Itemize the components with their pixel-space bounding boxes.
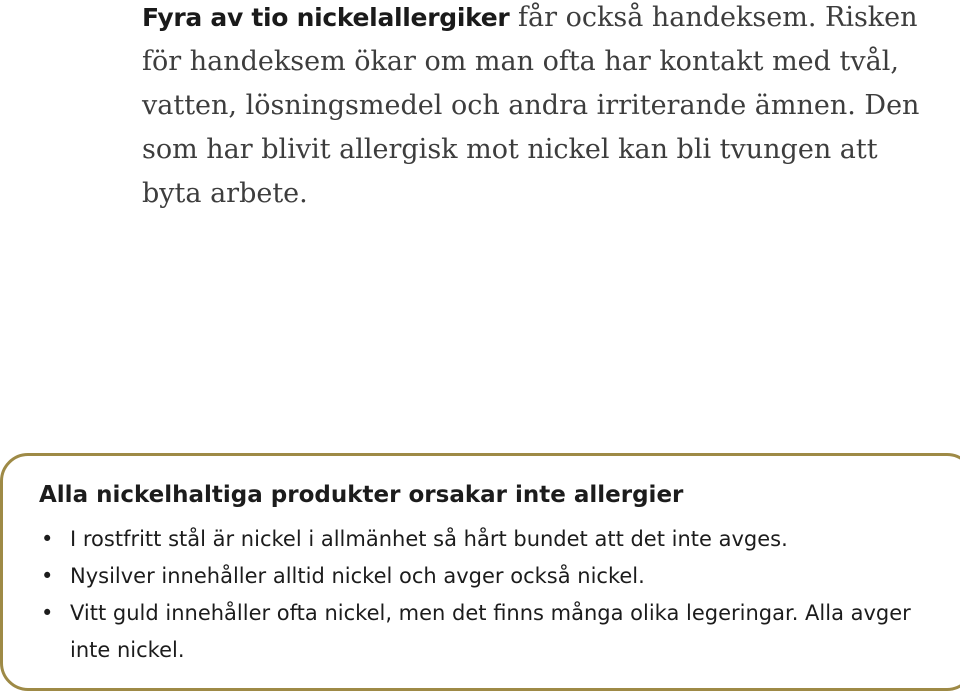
- list-item: [39, 521, 919, 558]
- list-item-text: I rostfritt stål är nickel i allmänhet så hårt bundet att det inte avges.: [70, 527, 788, 551]
- fact-box-title: Alla nickelhaltiga produkter orsakar inte allergier: [39, 482, 684, 508]
- bullet-icon: •: [41, 601, 54, 625]
- bullet-icon: •: [41, 527, 54, 551]
- bullet-icon: •: [41, 564, 54, 588]
- list-item-text: Vitt guld innehåller ofta nickel, men det finns många olika legeringar. Alla avger inte nickel.: [70, 601, 911, 662]
- intro-paragraph: [142, 0, 922, 216]
- list-item: [39, 558, 919, 595]
- intro-lead: Fyra av tio nickelallergiker: [142, 3, 510, 32]
- fact-list: [39, 521, 919, 669]
- list-item: [39, 595, 919, 669]
- list-item-text: Nysilver innehåller alltid nickel och avger också nickel.: [70, 564, 645, 588]
- intro-text: får också handeksem. Risken för handeksem ökar om man ofta har kontakt med tvål, vatten, lösningsmedel och andra irriterande ämnen. Den som har blivit allergisk mot nickel kan bli tvungen att byta arbete.: [142, 2, 920, 209]
